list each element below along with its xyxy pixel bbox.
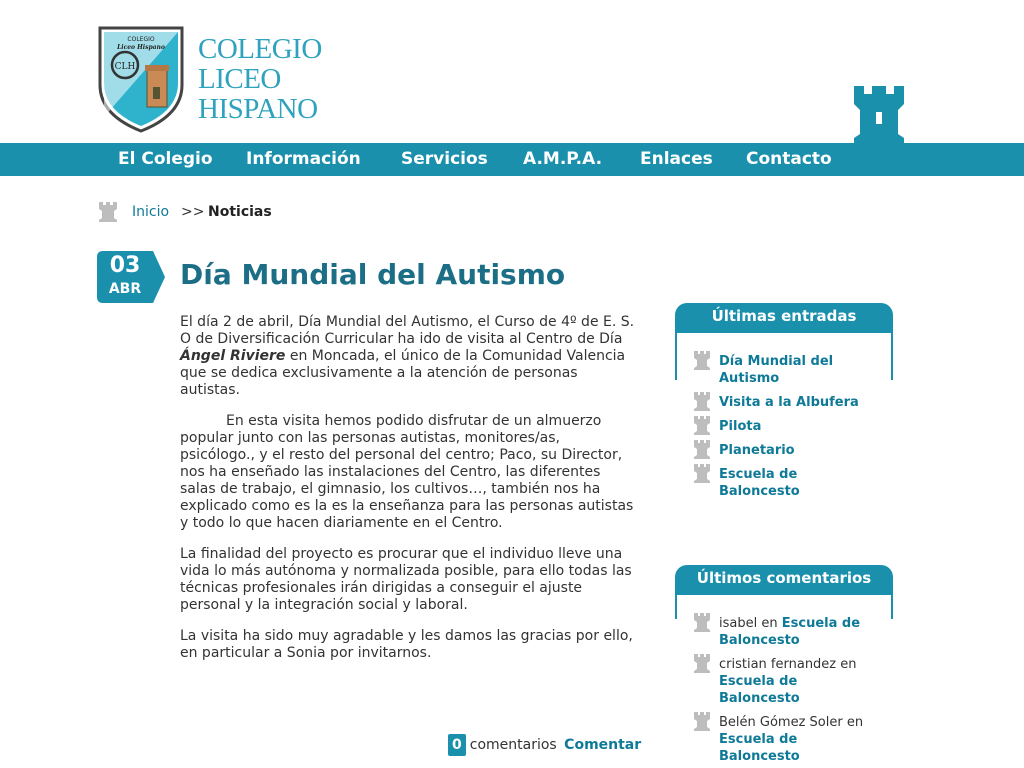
main-nav xyxy=(0,143,1024,176)
post-date-month: ABR xyxy=(108,281,142,297)
brand-line-2: LICEO xyxy=(198,63,281,95)
tower-icon xyxy=(97,200,119,222)
brand-line-3: HISPANO xyxy=(198,93,318,125)
breadcrumb-home-link[interactable]: Inicio xyxy=(132,204,170,220)
article-paragraph-3: La finalidad del proyecto es procurar que el individuo lleve una vida lo más autónoma y normalizada posible, para ello todas las técnicas profesionales irán dirigidas a conseguir el ajuste personal y la integración social y laboral. xyxy=(180,546,632,613)
tower-icon xyxy=(693,439,711,459)
comments-count-badge: 0 xyxy=(448,734,466,756)
comment-post-link[interactable]: Escuela de Baloncesto xyxy=(719,674,800,706)
comment-link[interactable]: Comentar xyxy=(564,737,642,753)
latest-post-item xyxy=(693,466,823,500)
crest-label: COLEGIO xyxy=(127,36,155,43)
comment-entry xyxy=(719,656,878,707)
comment-entry xyxy=(719,714,878,765)
tower-icon xyxy=(693,653,711,673)
nav-enlaces[interactable]: Enlaces xyxy=(640,149,713,169)
nav-contacto[interactable]: Contacto xyxy=(746,149,832,169)
site-header xyxy=(0,0,1024,143)
comment-author: Belén Gómez Soler xyxy=(719,715,843,730)
tower-icon xyxy=(693,350,711,370)
comments-label: comentarios xyxy=(469,737,557,753)
latest-comment-item xyxy=(693,656,878,707)
latest-comment-item xyxy=(693,615,878,649)
crest-sub: Liceo Hispano xyxy=(117,44,165,51)
comment-connector: en xyxy=(840,657,857,672)
post-title[interactable]: Día Mundial del Autismo xyxy=(180,258,566,291)
brand-line-1: COLEGIO xyxy=(198,33,322,65)
crest-monogram: CLH xyxy=(114,62,136,72)
comment-connector: en xyxy=(846,715,864,730)
crest-logo[interactable] xyxy=(97,25,185,133)
latest-comment-item xyxy=(693,714,878,765)
comment-post-link[interactable]: Escuela de Baloncesto xyxy=(719,732,800,764)
latest-post-link[interactable]: Escuela de Baloncesto xyxy=(719,467,800,499)
article-paragraph-1 xyxy=(180,314,637,399)
latest-post-item xyxy=(693,394,873,411)
nav-servicios[interactable]: Servicios xyxy=(401,149,488,169)
latest-post-link[interactable]: Día Mundial del Autismo xyxy=(719,354,834,386)
nav-el-colegio[interactable]: El Colegio xyxy=(118,149,213,169)
latest-posts-title: Últimas entradas xyxy=(675,303,893,333)
comment-author: cristian fernandez xyxy=(719,657,837,672)
article-text: El día 2 de abril, Día Mundial del Autismo, el Curso de 4º de E. S. O de Diversificación Curricular ha ido de visita al Centro de Día xyxy=(180,314,635,347)
latest-post-item xyxy=(693,442,873,459)
tower-icon xyxy=(693,612,711,632)
breadcrumb-current: Noticias xyxy=(208,204,272,220)
latest-post-item xyxy=(693,418,873,435)
article-paragraph-2: En esta visita hemos podido disfrutar de un almuerzo popular junto con las personas autistas, monitores/as, psicólogo., y el resto del personal del centro; Paco, su Director, nos ha enseñado las instalaciones del Centro, las diferentes salas de trabajo, el gimnasio, los cultivos…, también nos ha explicado como es la es la enseñanza para las personas autistas y todo lo que hacen diariamente en el Centro. xyxy=(180,413,634,531)
breadcrumb-separator: >> xyxy=(181,204,205,220)
brand-name[interactable] xyxy=(198,34,322,124)
tower-icon xyxy=(850,82,908,144)
article-body xyxy=(180,314,637,676)
comment-entry xyxy=(719,615,878,649)
post-date-day: 03 xyxy=(109,253,141,278)
tower-icon xyxy=(693,415,711,435)
tower-icon xyxy=(693,711,711,731)
article-text: en Moncada, el único de la Comunidad Valencia que se dedica exclusivamente a la atención de personas autistas. xyxy=(180,348,626,398)
tower-icon xyxy=(693,463,711,483)
latest-post-item xyxy=(693,353,843,387)
comment-connector: en xyxy=(761,616,778,631)
nav-ampa[interactable]: A.M.P.A. xyxy=(523,149,603,169)
comment-author: isabel xyxy=(719,616,758,631)
nav-informacion[interactable]: Información xyxy=(246,149,361,169)
comments-footer xyxy=(448,734,641,758)
latest-comments-title: Últimos comentarios xyxy=(675,565,893,595)
latest-post-link[interactable]: Visita a la Albufera xyxy=(719,395,859,410)
article-paragraph-4: La visita ha sido muy agradable y les damos las gracias por ello, en particular a Sonia por invitarnos. xyxy=(180,628,633,661)
tower-icon xyxy=(693,391,711,411)
latest-post-link[interactable]: Planetario xyxy=(719,443,795,458)
latest-post-link[interactable]: Pilota xyxy=(719,419,762,434)
comment-post-link[interactable]: Escuela de Baloncesto xyxy=(719,616,861,648)
article-emphasis: Ángel Riviere xyxy=(180,348,286,364)
